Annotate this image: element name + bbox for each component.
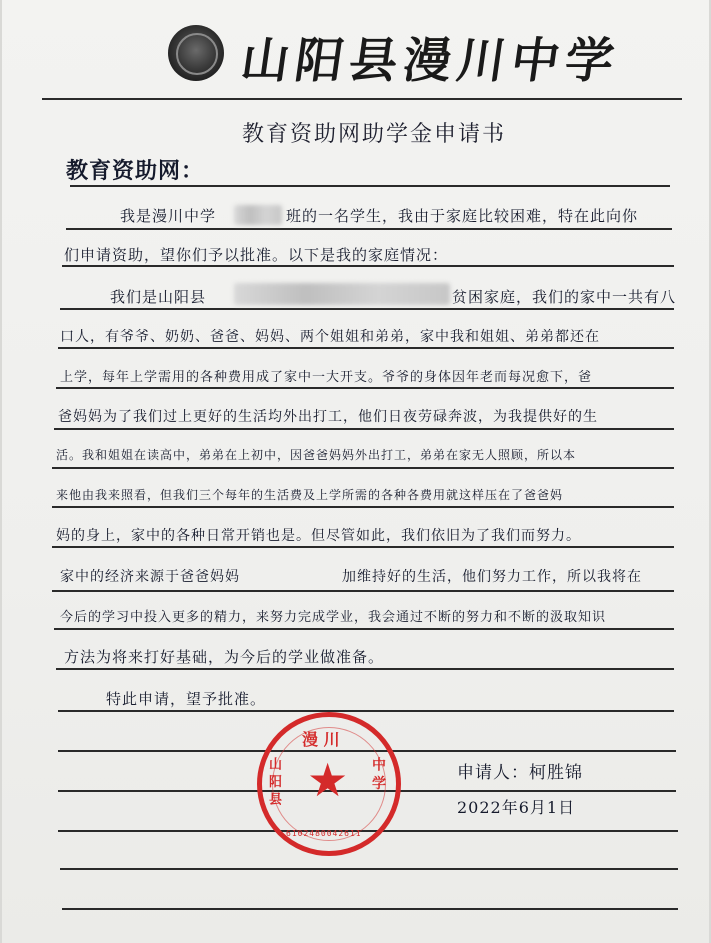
body-line: 来他由我来照看，但我们三个每年的生活费及上学所需的各种各费用就这样压在了爸爸妈: [56, 488, 564, 502]
body-line: 我是漫川中学: [120, 207, 217, 225]
ruled-line: [60, 868, 678, 870]
ruled-line: [52, 467, 674, 469]
body-line: 贫困家庭，我们的家中一共有八: [452, 288, 677, 306]
redacted-class: [234, 205, 282, 225]
ruled-line: [58, 710, 674, 712]
ruled-line: [62, 265, 674, 267]
ruled-line: [62, 908, 678, 910]
ruled-line: [70, 185, 670, 187]
document-title: 教育资助网助学金申请书: [242, 122, 507, 147]
body-line: 上学，每年上学需用的各种费用成了家中一大开支。爷爷的身体因年老而每况愈下，爸: [60, 370, 593, 385]
body-line: 家中的经济来源于爸爸妈妈: [60, 569, 240, 585]
ruled-line: [56, 387, 674, 389]
letterhead-school-name: 山阳县漫川中学: [237, 33, 624, 89]
salutation: 教育资助网：: [66, 158, 205, 184]
ruled-line: [54, 628, 674, 630]
body-line: 今后的学习中投入更多的精力，来努力完成学业，我会通过不断的努力和不断的汲取知识: [60, 610, 607, 625]
body-line: 方法为将来打好基础，为今后的学业做准备。: [64, 648, 385, 666]
letterhead-divider: [42, 98, 682, 100]
body-line: 我们是山阳县: [110, 288, 207, 306]
ruled-line: [52, 506, 674, 508]
body-line: 口人，有爷爷、奶奶、爸爸、妈妈、两个姐姐和弟弟，家中我和姐姐、弟弟都还在: [60, 329, 600, 345]
signature-date: 2022年6月1日: [457, 798, 576, 817]
body-line: 班的一名学生，我由于家庭比较困难，特在此向你: [286, 207, 639, 225]
ruled-line: [58, 347, 674, 349]
ruled-line: [52, 590, 674, 592]
seal-text-left: 山 阳 县: [266, 757, 281, 806]
official-seal: [257, 712, 401, 856]
application-letter-page: [2, 0, 709, 943]
seal-text-top: 漫 川: [302, 730, 340, 749]
applicant-signature: 申请人：柯胜锦: [457, 763, 583, 783]
ruled-line: [66, 228, 672, 230]
ruled-line: [56, 668, 674, 670]
school-emblem-icon: [168, 25, 224, 81]
body-line: 妈的身上，家中的各种日常开销也是。但尽管如此，我们依旧为了我们而努力。: [56, 528, 581, 544]
body-line: 活。我和姐姐在读高中，弟弟在上初中，因爸爸妈妈外出打工，弟弟在家无人照顾，所以本: [56, 448, 577, 462]
ruled-line: [52, 546, 674, 548]
body-line: 们申请资助，望你们予以批准。以下是我的家庭情况：: [64, 246, 449, 264]
seal-text-right: 中 学: [370, 757, 386, 790]
body-line: 爸妈妈为了我们过上更好的生活均外出打工，他们日夜劳碌奔波，为我提供好的生: [58, 409, 598, 425]
star-icon: ★: [307, 753, 349, 807]
ruled-line: [60, 308, 674, 310]
ruled-line: [54, 428, 674, 430]
seal-code: 6102480042611: [286, 829, 362, 838]
redacted-address: [234, 283, 450, 305]
closing-line: 特此申请，望予批准。: [106, 690, 267, 708]
body-line: 加维持好的生活，他们努力工作，所以我将在: [342, 569, 642, 585]
